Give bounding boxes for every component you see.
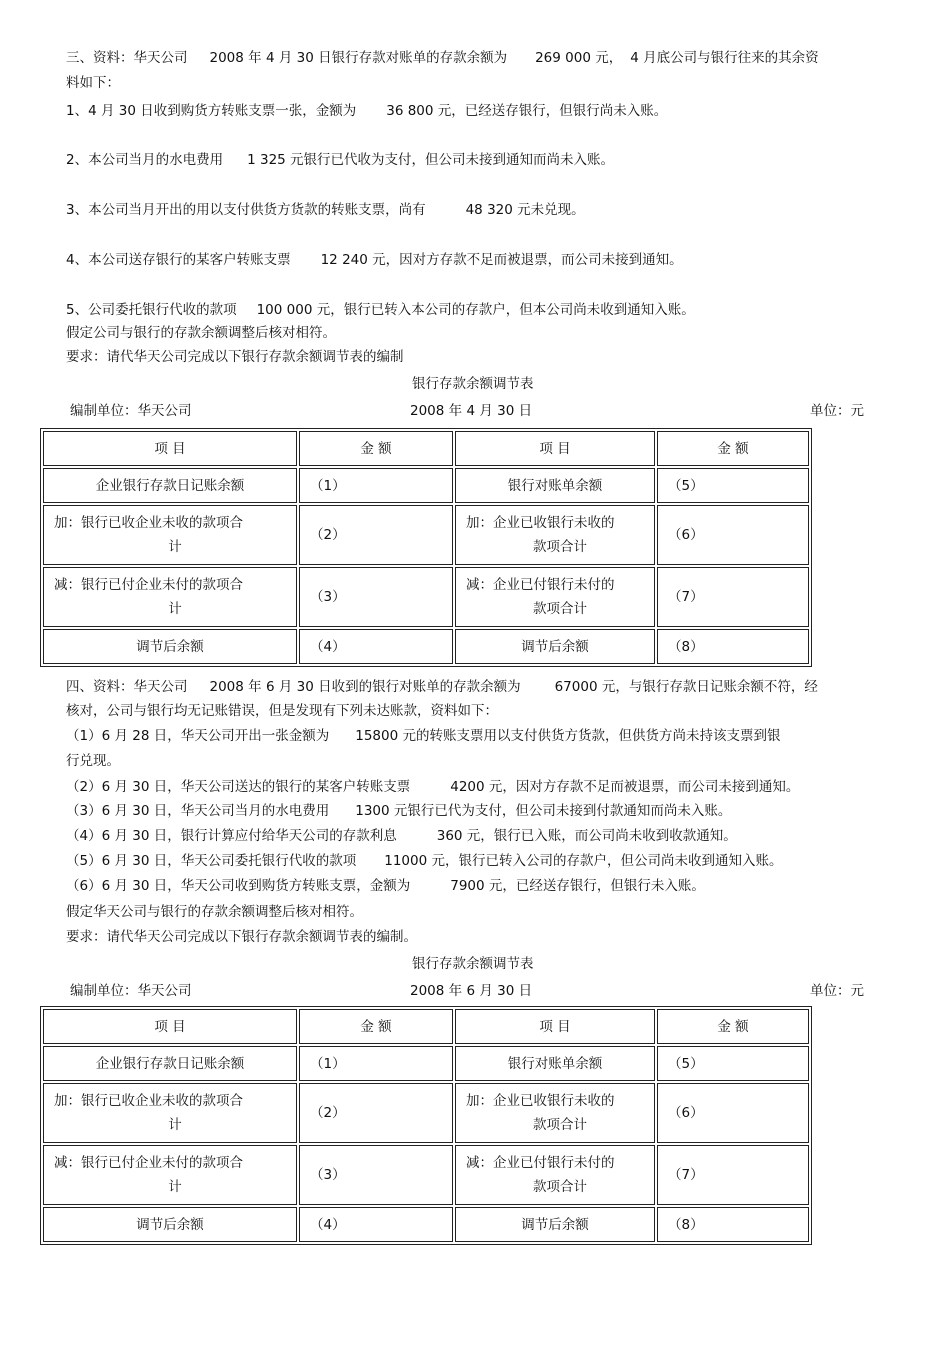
s3-item-seg: 1、4 月 30 日收到购货方转账支票一张，金额为 (66, 103, 357, 119)
row-book-balance: 企业银行存款日记账余额 (43, 468, 297, 503)
s3-item-seg: 1 325 元银行已代收为支付，但公司未接到通知而尚未入账。 (247, 152, 615, 168)
s3-item-seg: 3、本公司当月开出的用以支付供货方货款的转账支票，尚有 (66, 202, 426, 218)
s4-intro-seg: 2008 年 6 月 30 日收到的银行对账单的存款余额为 (209, 679, 521, 695)
s4-prepared-by: 编制单位：华天公司 (70, 983, 192, 999)
cell-text: 加：银行已收企业未收的款项合 (54, 1093, 243, 1109)
s4-item-seg: 15800 元的转账支票用以支付供货方货款，但供货方尚未持该支票到银 (355, 728, 781, 744)
amount-cell-8: （8） (657, 629, 809, 664)
s4-item-seg: （5）6 月 30 日，华天公司委托银行代收的款项 (66, 853, 357, 869)
row-add-company-received (455, 1083, 655, 1143)
s4-date: 2008 年 6 月 30 日 (410, 983, 533, 999)
amount-cell-5: （5） (657, 1046, 809, 1081)
s4-reconciliation-table (40, 1006, 812, 1245)
s3-intro-seg: 269 000 元， (535, 50, 623, 66)
s3-item-3 (66, 200, 585, 220)
amount-cell-1: （1） (299, 468, 453, 503)
row-bank-balance: 银行对账单余额 (455, 468, 655, 503)
amount-cell-1: （1） (299, 1046, 453, 1081)
cell-text: 加：企业已收银行未收的 (466, 515, 615, 531)
s3-requirement: 要求：请代华天公司完成以下银行存款余额调节表的编制 (66, 349, 404, 365)
s4-item-seg: （6）6 月 30 日，华天公司收到购货方转账支票，金额为 (66, 878, 411, 894)
cell-text: 款项合计 (533, 1117, 587, 1133)
s4-item-seg: 4200 元，因对方存款不足而被退票，而公司未接到通知。 (450, 779, 800, 795)
header-item: 项 目 (43, 431, 297, 466)
cell-text: 加：银行已收企业未收的款项合 (54, 515, 243, 531)
cell-text: 款项合计 (533, 1179, 587, 1195)
s4-intro-seg: 67000 元，与银行存款日记账余额不符，经 (554, 679, 818, 695)
s4-item-seg: 7900 元，已经送存银行，但银行未入账。 (450, 878, 705, 894)
amount-cell-2: （2） (299, 505, 453, 565)
cell-text: 减：银行已付企业未付的款项合 (54, 577, 243, 593)
header-item: 项 目 (455, 431, 655, 466)
cell-text: 款项合计 (533, 539, 587, 555)
cell-text: 减：银行已付企业未付的款项合 (54, 1155, 243, 1171)
header-item: 项 目 (43, 1009, 297, 1044)
s4-item-seg: （3）6 月 30 日，华天公司当月的水电费用 (66, 803, 330, 819)
s3-intro-seg: 4 月底公司与银行往来的其余资 (630, 50, 819, 66)
amount-cell-4: （4） (299, 629, 453, 664)
cell-text: 减：企业已付银行未付的 (466, 1155, 615, 1171)
s4-table-title: 银行存款余额调节表 (412, 956, 534, 972)
cell-text: 加：企业已收银行未收的 (466, 1093, 615, 1109)
header-amount: 金 额 (657, 1009, 809, 1044)
s4-item-2 (66, 777, 799, 797)
s4-item-seg: 360 元，银行已入账，而公司尚未收到收款通知。 (436, 828, 737, 844)
s3-item-1 (66, 101, 667, 121)
s3-assumption: 假定公司与银行的存款余额调整后核对相符。 (66, 325, 336, 341)
cell-text: 计 (168, 1117, 182, 1133)
amount-cell-3: （3） (299, 567, 453, 627)
row-adjusted-balance: 调节后余额 (455, 629, 655, 664)
s4-item-seg: 1300 元银行已代为支付，但公司未接到付款通知而尚未入账。 (355, 803, 732, 819)
s4-item-4 (66, 826, 737, 846)
row-add-bank-received (43, 505, 297, 565)
row-adjusted-balance: 调节后余额 (43, 1207, 297, 1242)
header-amount: 金 额 (299, 431, 453, 466)
row-less-company-paid (455, 567, 655, 627)
amount-cell-7: （7） (657, 567, 809, 627)
s4-item-seg: （1）6 月 28 日，华天公司开出一张金额为 (66, 728, 330, 744)
amount-cell-3: （3） (299, 1145, 453, 1205)
amount-cell-6: （6） (657, 505, 809, 565)
s4-item-3 (66, 801, 731, 821)
amount-cell-2: （2） (299, 1083, 453, 1143)
s3-intro-seg: 三、资料：华天公司 (66, 50, 188, 66)
s3-item-seg: 4、本公司送存银行的某客户转账支票 (66, 252, 291, 268)
s3-item-seg: 100 000 元，银行已转入本公司的存款户，但本公司尚未收到通知入账。 (256, 302, 695, 318)
cell-text: 计 (168, 539, 182, 555)
s3-item-2 (66, 150, 614, 170)
header-amount: 金 额 (299, 1009, 453, 1044)
row-adjusted-balance: 调节后余额 (455, 1207, 655, 1242)
row-add-company-received (455, 505, 655, 565)
s3-intro-seg: 2008 年 4 月 30 日银行存款对账单的存款余额为 (209, 50, 508, 66)
amount-cell-5: （5） (657, 468, 809, 503)
row-adjusted-balance: 调节后余额 (43, 629, 297, 664)
cell-text: 减：企业已付银行未付的 (466, 577, 615, 593)
s4-assumption: 假定华天公司与银行的存款余额调整后核对相符。 (66, 904, 363, 920)
s3-item-5 (66, 300, 695, 320)
row-less-company-paid (455, 1145, 655, 1205)
s4-item-seg: （2）6 月 30 日，华天公司送达的银行的某客户转账支票 (66, 779, 411, 795)
cell-text: 计 (168, 601, 182, 617)
s4-requirement: 要求：请代华天公司完成以下银行存款余额调节表的编制。 (66, 929, 417, 945)
row-less-bank-paid (43, 1145, 297, 1205)
row-less-bank-paid (43, 567, 297, 627)
row-bank-balance: 银行对账单余额 (455, 1046, 655, 1081)
row-book-balance: 企业银行存款日记账余额 (43, 1046, 297, 1081)
s3-item-seg: 2、本公司当月的水电费用 (66, 152, 224, 168)
s4-item-1 (66, 726, 780, 746)
amount-cell-8: （8） (657, 1207, 809, 1242)
s4-item-1-cont: 行兑现。 (66, 753, 120, 769)
s3-table-title: 银行存款余额调节表 (412, 376, 534, 392)
s3-unit: 单位：元 (810, 403, 864, 419)
s3-item-seg: 48 320 元未兑现。 (465, 202, 585, 218)
s4-item-5 (66, 851, 782, 871)
row-add-bank-received (43, 1083, 297, 1143)
amount-cell-6: （6） (657, 1083, 809, 1143)
s3-item-seg: 12 240 元，因对方存款不足而被退票，而公司未接到通知。 (320, 252, 683, 268)
header-amount: 金 额 (657, 431, 809, 466)
s3-item-seg: 5、公司委托银行代收的款项 (66, 302, 237, 318)
cell-text: 计 (168, 1179, 182, 1195)
s3-intro-line1 (66, 48, 819, 68)
s4-intro-line2: 核对，公司与银行均无记账错误，但是发现有下列未达账款，资料如下： (66, 703, 498, 719)
s3-prepared-by: 编制单位：华天公司 (70, 403, 192, 419)
amount-cell-7: （7） (657, 1145, 809, 1205)
s4-intro-line1 (66, 677, 818, 697)
s4-intro-seg: 四、资料：华天公司 (66, 679, 188, 695)
s4-item-seg: 11000 元，银行已转入公司的存款户，但公司尚未收到通知入账。 (384, 853, 783, 869)
header-item: 项 目 (455, 1009, 655, 1044)
s3-reconciliation-table (40, 428, 812, 667)
cell-text: 款项合计 (533, 601, 587, 617)
s4-item-seg: （4）6 月 30 日，银行计算应付给华天公司的存款利息 (66, 828, 397, 844)
amount-cell-4: （4） (299, 1207, 453, 1242)
s4-unit: 单位：元 (810, 983, 864, 999)
s3-item-seg: 36 800 元，已经送存银行，但银行尚未入账。 (386, 103, 668, 119)
s3-date: 2008 年 4 月 30 日 (410, 403, 533, 419)
s4-item-6 (66, 876, 705, 896)
s3-intro-line2: 料如下： (66, 75, 120, 91)
s3-item-4 (66, 250, 683, 270)
